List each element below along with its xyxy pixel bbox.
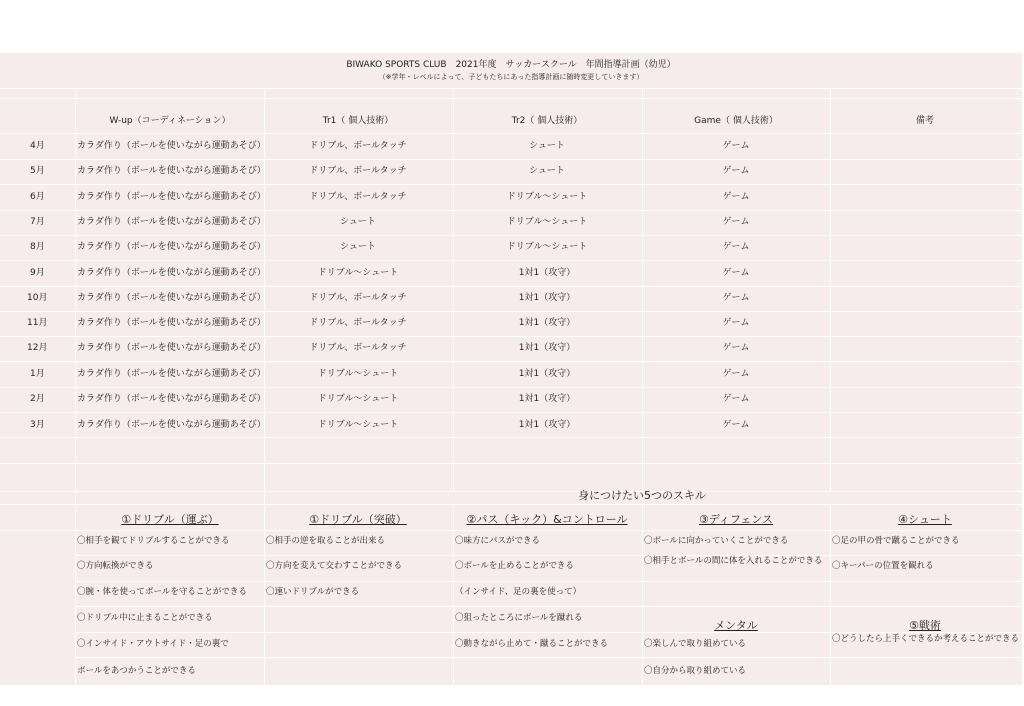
- grid-line: [75, 632, 1022, 633]
- tr1-cell: ドリブル、ボールタッチ: [309, 343, 407, 353]
- skill-title-pass-control: ②パス（キック）&コントロール: [466, 513, 628, 526]
- grid-line: [0, 336, 1022, 337]
- skill-item: 〇狙ったところにボールを蹴れる: [455, 613, 583, 623]
- game-cell: ゲーム: [722, 141, 750, 151]
- skill-item: 〇方向を変えて交わすことができる: [266, 561, 403, 571]
- month-label: 12月: [27, 343, 48, 353]
- tr1-cell: ドリブル～シュート: [317, 394, 399, 404]
- skill-title-dribble-breakthrough: ①ドリブル（突破）: [309, 513, 407, 526]
- grid-line: [0, 530, 1022, 531]
- grid-line: [0, 98, 1022, 99]
- skill-item: 〇キーパーの位置を観れる: [832, 561, 934, 571]
- game-cell: ゲーム: [722, 242, 750, 252]
- skill-item: 〇動きながら止めて・蹴ることができる: [455, 639, 609, 649]
- tr1-cell: ドリブル～シュート: [317, 268, 399, 278]
- column-header-game: Game（ 個人技術）: [694, 116, 778, 126]
- tr1-cell: ドリブル～シュート: [317, 420, 399, 430]
- grid-line: [453, 89, 454, 491]
- grid-line: [0, 412, 1022, 413]
- wup-cell: カラダ作り（ボールを使いながら運動あそび）: [77, 420, 266, 430]
- tr1-cell: ドリブル、ボールタッチ: [309, 141, 407, 151]
- plan-sheet: [0, 53, 1022, 685]
- grid-line: [0, 159, 1022, 160]
- skill-item: 〇腕・体を使ってボールを守ることができる: [77, 587, 247, 597]
- tr2-cell: 1対1（攻守）: [518, 293, 576, 303]
- skill-item: 〇ドリブル中に止まることができる: [77, 613, 213, 623]
- grid-line: [0, 260, 1022, 261]
- grid-line: [0, 88, 1022, 89]
- game-cell: ゲーム: [722, 268, 750, 278]
- grid-line: [830, 89, 831, 491]
- grid-line: [0, 437, 1022, 438]
- grid-line: [0, 361, 1022, 362]
- skill-item: 〇インサイド・アウトサイド・足の裏で: [77, 639, 229, 649]
- wup-cell: カラダ作り（ボールを使いながら運動あそび）: [77, 242, 266, 252]
- grid-line: [75, 581, 1022, 582]
- wup-cell: カラダ作り（ボールを使いながら運動あそび）: [77, 394, 266, 404]
- skill-item: 〇どうしたら上手くできるか考えることができる: [832, 634, 1020, 644]
- month-label: 10月: [27, 293, 48, 303]
- tr1-cell: ドリブル、ボールタッチ: [309, 192, 407, 202]
- column-header-tr1: Tr1（ 個人技術）: [322, 116, 394, 126]
- wup-cell: カラダ作り（ボールを使いながら運動あそび）: [77, 166, 266, 176]
- game-cell: ゲーム: [722, 420, 750, 430]
- wup-cell: カラダ作り（ボールを使いながら運動あそび）: [77, 318, 266, 328]
- grid-line: [0, 210, 1022, 211]
- skill-item: 〇方向転換ができる: [77, 561, 154, 571]
- wup-cell: カラダ作り（ボールを使いながら運動あそび）: [77, 369, 266, 379]
- grid-line: [75, 657, 1022, 658]
- grid-line: [0, 491, 1022, 492]
- grid-line: [75, 555, 1022, 556]
- wup-cell: カラダ作り（ボールを使いながら運動あそび）: [77, 343, 266, 353]
- tr2-cell: ドリブル～シュート: [506, 242, 588, 252]
- tr1-cell: シュート: [340, 242, 376, 252]
- game-cell: ゲーム: [722, 318, 750, 328]
- month-label: 1月: [30, 369, 45, 379]
- month-label: 7月: [30, 217, 45, 227]
- skill-item: 〇自分から取り組めている: [644, 666, 747, 676]
- tr2-cell: 1対1（攻守）: [518, 369, 576, 379]
- tr1-cell: ドリブル、ボールタッチ: [309, 166, 407, 176]
- grid-line: [642, 89, 643, 491]
- grid-line: [0, 286, 1022, 287]
- skill-item: 〇相手の逆を取ることが出来る: [266, 536, 386, 546]
- grid-line: [0, 387, 1022, 388]
- wup-cell: カラダ作り（ボールを使いながら運動あそび）: [77, 293, 266, 303]
- wup-cell: カラダ作り（ボールを使いながら運動あそび）: [77, 217, 266, 227]
- skill-title-dribble-carry: ①ドリブル（運ぶ）: [121, 513, 219, 526]
- month-label: 2月: [30, 394, 45, 404]
- skill-item: 〇足の甲の骨で蹴ることができる: [832, 536, 960, 546]
- skill-item: ボールをあつかうことができる: [77, 666, 196, 676]
- tr1-cell: ドリブル、ボールタッチ: [309, 293, 407, 303]
- game-cell: ゲーム: [722, 293, 750, 303]
- grid-line: [0, 504, 1022, 505]
- skill-item: 〇速いドリブルができる: [266, 587, 360, 597]
- month-label: 11月: [27, 318, 48, 328]
- tr2-cell: 1対1（攻守）: [518, 343, 576, 353]
- game-cell: ゲーム: [722, 217, 750, 227]
- skill-item: 〇ボールに向かっていくことができる: [644, 536, 789, 546]
- tr2-cell: シュート: [529, 166, 565, 176]
- tr2-cell: ドリブル～シュート: [506, 192, 588, 202]
- page-title: BIWAKO SPORTS CLUB 2021年度 サッカースクール 年間指導計画（幼児）: [346, 60, 676, 70]
- tr1-cell: ドリブル～シュート: [317, 369, 399, 379]
- grid-line: [75, 606, 1022, 607]
- month-label: 8月: [30, 242, 45, 252]
- game-cell: ゲーム: [722, 369, 750, 379]
- month-label: 4月: [30, 141, 45, 151]
- tr2-cell: 1対1（攻守）: [518, 268, 576, 278]
- game-cell: ゲーム: [722, 166, 750, 176]
- game-cell: ゲーム: [722, 394, 750, 404]
- tr1-cell: シュート: [340, 217, 376, 227]
- tr2-cell: 1対1（攻守）: [518, 318, 576, 328]
- skill-title-defense: ③ディフェンス: [698, 513, 774, 526]
- skill-item: 〇相手とボールの間に体を入れることができる: [644, 556, 823, 566]
- tr2-cell: 1対1（攻守）: [518, 394, 576, 404]
- game-cell: ゲーム: [722, 192, 750, 202]
- wup-cell: カラダ作り（ボールを使いながら運動あそび）: [77, 192, 266, 202]
- grid-line: [0, 463, 1022, 464]
- column-header-notes: 備考: [915, 116, 935, 126]
- skill-title-shoot: ④シュート: [898, 513, 952, 526]
- skills-heading: 身につけたい5つのスキル: [578, 489, 706, 502]
- wup-cell: カラダ作り（ボールを使いながら運動あそび）: [77, 268, 266, 278]
- tr2-cell: ドリブル～シュート: [506, 217, 588, 227]
- grid-line: [0, 184, 1022, 185]
- column-header-tr2: Tr2（ 個人技術）: [511, 116, 583, 126]
- month-label: 9月: [30, 268, 45, 278]
- tr2-cell: 1対1（攻守）: [518, 420, 576, 430]
- skill-title-mental: メンタル: [714, 619, 758, 632]
- tr1-cell: ドリブル、ボールタッチ: [309, 318, 407, 328]
- skill-title-tactics: ⑤戦術: [909, 619, 941, 632]
- skill-item: （インサイド、足の裏を使って）: [455, 587, 582, 597]
- wup-cell: カラダ作り（ボールを使いながら運動あそび）: [77, 141, 266, 151]
- grid-line: [0, 133, 1022, 134]
- month-label: 6月: [30, 192, 45, 202]
- game-cell: ゲーム: [722, 343, 750, 353]
- month-label: 3月: [30, 420, 45, 430]
- grid-line: [0, 311, 1022, 312]
- skill-item: 〇ボールを止めることができる: [455, 561, 574, 571]
- month-label: 5月: [30, 166, 45, 176]
- tr2-cell: シュート: [529, 141, 565, 151]
- grid-line: [0, 235, 1022, 236]
- column-header-wup: W-up（コーディネーション）: [109, 116, 231, 126]
- skill-item: 〇楽しんで取り組めている: [644, 639, 747, 649]
- page-subtitle: （※学年・レベルによって、子どもたちにあった指導計画に随時変更していきます）: [378, 73, 644, 81]
- skill-item: 〇相手を観てドリブルすることができる: [77, 536, 230, 546]
- skill-item: 〇味方にパスができる: [455, 536, 541, 546]
